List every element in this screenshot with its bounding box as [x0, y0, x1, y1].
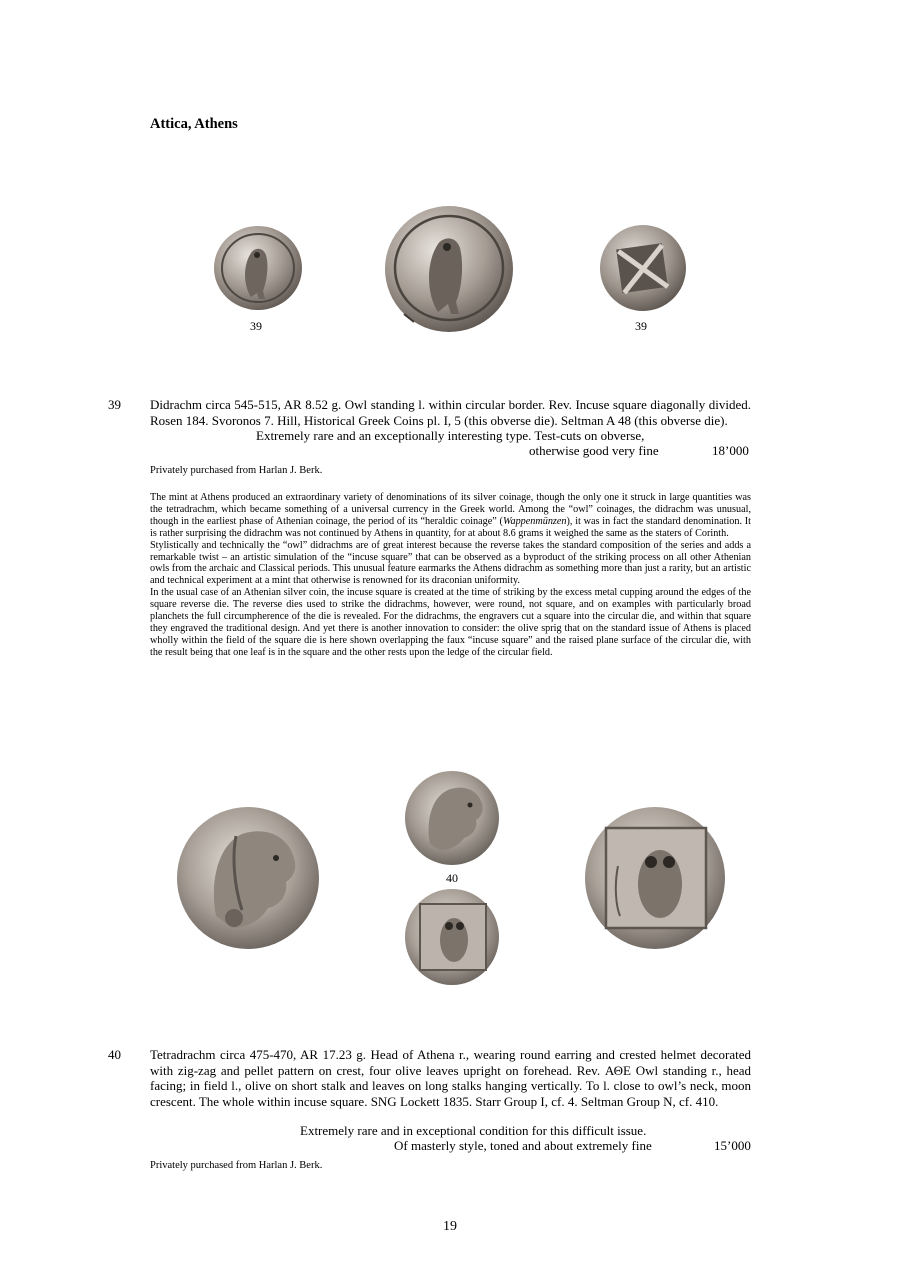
page-number: 19 [443, 1219, 457, 1234]
owl-reverse-coin-icon [404, 888, 500, 986]
lot-condition: otherwise good very fine [529, 443, 659, 458]
athena-head-enlarged-coin-icon [176, 806, 320, 950]
provenance: Privately purchased from Harlan J. Berk. [150, 465, 323, 476]
lot-number: 40 [108, 1047, 121, 1062]
lot-price: 15’000 [714, 1138, 751, 1153]
note-paragraph-1: The mint at Athens produced an extraordinary variety of denominations of its silver coinage, though the only one it struck in large quantities was the tetradrachm, which became something of a universal currency in the Greek world. Among the “owl” coinages, the didrachm was unusual, though in the earliest phase of Athenian coinage, the period of its “heraldic coinage” (Wappenmünzen), it was in fact the standard denomination. It is rather surprising the didrachm was not continued by Athens in quantity, for at about 8.6 grams it weighed the same as the staters of Corinth. [150, 492, 751, 539]
lot-description: Tetradrachm circa 475-470, AR 17.23 g. Head of Athena r., wearing round earring and crested helmet decorated with zig-zag and pellet pattern on crest, four olive leaves upright on forehead. Rev. ΑΘΕ Owl standing r., head facing; in field l., olive on short stalk and leaves on long stalks hanging vertically. To l. close to owl’s neck, moon crescent. The whole within incuse square. SNG Lockett 1835. Starr Group I, cf. 4. Seltman Group N, cf. 410. [150, 1047, 751, 1109]
owl-obverse-enlarged-coin-icon [384, 204, 514, 334]
coin-label: 39 [250, 319, 262, 333]
lot-condition: Extremely rare and an exceptionally interesting type. Test-cuts on obverse, [256, 428, 645, 443]
lot-condition: Of masterly style, toned and about extremely fine [394, 1138, 652, 1153]
lot-number: 39 [108, 397, 121, 412]
provenance: Privately purchased from Harlan J. Berk. [150, 1160, 323, 1171]
lot-price: 18’000 [712, 443, 749, 458]
lot-note [150, 492, 751, 659]
section-heading: Attica, Athens [150, 116, 238, 132]
owl-reverse-enlarged-coin-icon [584, 806, 726, 950]
lot-condition: Extremely rare and in exceptional condition for this difficult issue. [300, 1123, 647, 1138]
owl-obverse-coin-icon [213, 225, 303, 311]
coin-label: 40 [446, 871, 458, 885]
coin-label: 39 [635, 319, 647, 333]
lot-description: Didrachm circa 545-515, AR 8.52 g. Owl standing l. within circular border. Rev. Incuse square diagonally divided. Rosen 184. Svoronos 7. Hill, Historical Greek Coins pl. I, 5 (this obverse die). Seltman A 48 (this obverse die). [150, 397, 751, 428]
note-paragraph-2: Stylistically and technically the “owl” didrachms are of great interest because the reverse takes the standard composition of the series and adds a remarkable twist – an artistic simulation of the “incuse square” that can be observed as a byproduct of the striking process on all other Athenian owls from the archaic and Classical periods. This unusual feature earmarks the Athens didrachm as something more than just a rarity, but an artistic and technical experiment at a mint that otherwise is renowned for its draconian uniformity. [150, 539, 751, 587]
incuse-square-reverse-coin-icon [599, 224, 687, 312]
note-paragraph-3: In the usual case of an Athenian silver coin, the incuse square is created at the time of striking by the excess metal cupping around the edges of the square reverse die. The reverse dies used to strike the didrachms, however, were round, not square, and on examples with particularly broad planchets the full circumpherence of the die is revealed. For the didrachms, the engravers cut a square into the circular die, and within that square they engraved the traditional design. And yet there is another innovation to consider: the olive sprig that on the standard issue of Athens is placed wholly within the field of the square die is here shown overlapping the faux “incuse square” and the raised plane surface of the circular die, with the result being that one leaf is in the square and the other rests upon the ledge of the circular field. [150, 587, 751, 658]
athena-head-coin-icon [404, 770, 500, 866]
